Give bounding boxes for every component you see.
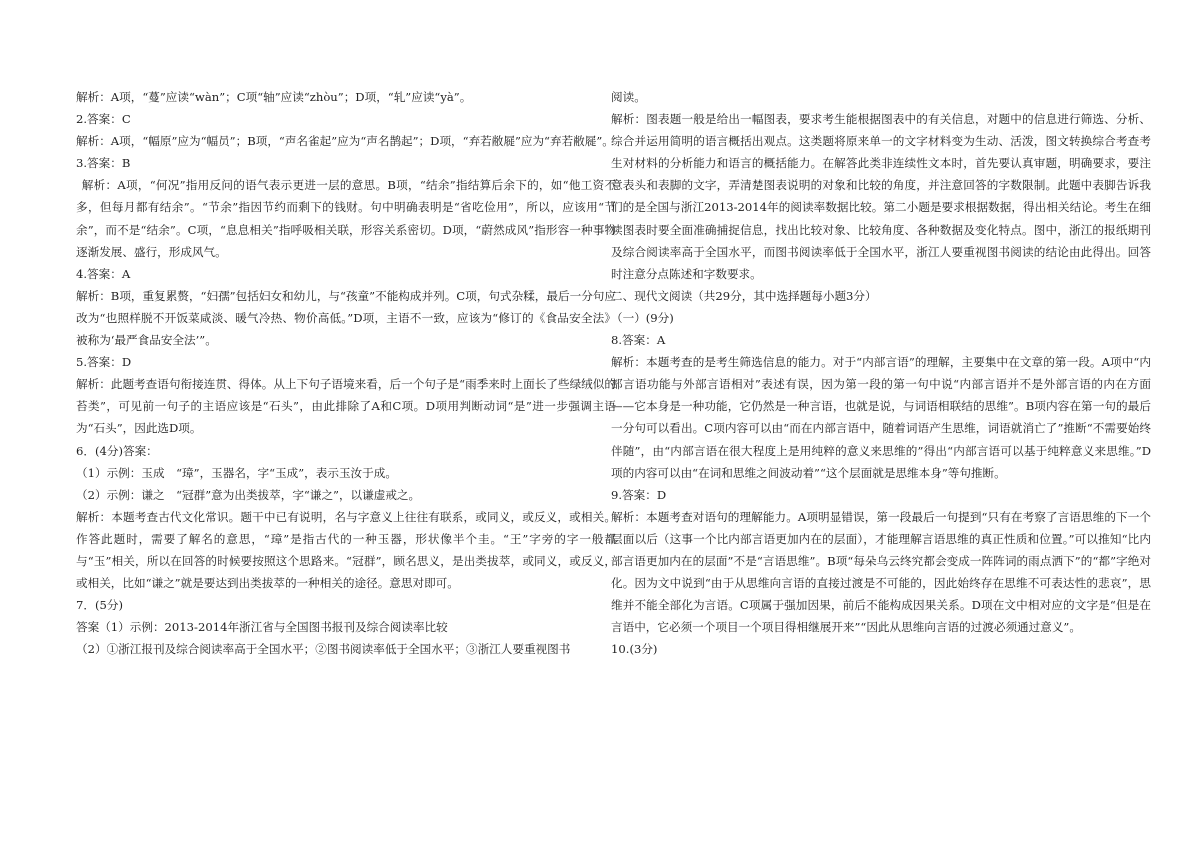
paragraph: 5.答案：D (76, 355, 132, 370)
paragraph: 9.答案：D (611, 487, 667, 502)
paragraph: 解析：本题考查的是考生筛选信息的能力。对于“内部言语”的理解，主要集中在文章的第一段。A项中“内部言语功能与外部言语相对”表述有误，因为第一段的第一句中说“内部言语并不是外部言语的内在方面——它本身是一种功能，它仍然是一种言语，也就是说，与词语相联结的思维”。B项内容在第一句的最后一分句可以看出。C项内容可以由“而在内部言语中，随着词语产生思维，词语就消亡了”推断“不需要始终伴随”，由“内部言语在很大程度上是用纯粹的意义来思维的”得出“内部言语可以基于纯粹意义来思维。”D项的内容可以由“在词和思维之间波动着”“这个层面就是思维本身”等句推断。 (611, 355, 1151, 480)
paragraph: 解析：本题考查古代文化常识。题干中已有说明，名与字意义上往往有联系，或同义，或反义，或相关。作答此题时，需要了解名的意思，“璋”是指古代的一种玉器，形状像半个圭。“王”字旁的字一般都与“玉”相关，所以在回答的时候要按照这个思路来。“冠群”，顾名思义，是出类拔萃，或同义，或反义，或相关，比如“谦之”就是要达到出类拔萃的一种相关的途径。意思对即可。 (76, 509, 616, 591)
paragraph: （2）①浙江报刊及综合阅读率高于全国水平；②图书阅读率低于全国水平；③浙江人要重视图书 (76, 642, 571, 657)
subsection-heading: （一）(9分) (611, 310, 674, 325)
paragraph: （2）示例：谦之 “冠群”意为出类拔萃，字“谦之”，以谦虚戒之。 (76, 487, 421, 502)
paragraph: 解析：此题考查语句衔接连贯、得体。从上下句子语境来看，后一个句子是“雨季来时上面长了些绿绒似的苔类”，可见前一句子的主语应该是“石头”，由此排除了A和C项。D项用判断动词“是”进一步强调主语为“石头”，因此选D项。 (76, 377, 616, 436)
paragraph: 解析：A项，“何况”指用反问的语气表示更进一层的意思。B项，“结余”指结算后余下的，如“他工资不多，但每月都有结余”。“节余”指因节约而剩下的钱财。句中明确表明是“省吃俭用”，所以，应该用“节余”，而不是“结余”。C项，“息息相关”指呼吸相关联，形容关系密切。D项，“蔚然成风”指形容一种事物逐渐发展、盛行，形成风气。 (76, 178, 616, 259)
left-column (76, 86, 616, 660)
paragraph: 7．(5分) (76, 598, 123, 613)
paragraph: 答案（1）示例：2013-2014年浙江省与全国图书报刊及综合阅读率比较 (76, 620, 448, 635)
paragraph: 解析：图表题一般是给出一幅图表，要求考生能根据图表中的有关信息，对题中的信息进行筛选、分析、综合并运用简明的语言概括出观点。这类题将原来单一的文字材料变为生动、活泼，图文转换综合考查考生对材料的分析能力和语言的概括能力。在解答此类非连续性文本时，首先要认真审题，明确要求，要注意表头和表脚的文字，弄清楚图表说明的对象和比较的角度，并注意回答的字数限制。此题中表脚告诉我们的是全国与浙江2013-2014年的阅读率数据比较。第二小题是要求根据数据，得出相关结论。考生在细读图表时要全面准确捕捉信息，找出比较对象、比较角度、各种数据及变化特点。图中，浙江的报纸期刊及综合阅读率高于全国水平，而图书阅读率低于全国水平，浙江人要重视图书阅读的结论由此得出。回答时注意分点陈述和字数要求。 (611, 112, 1151, 281)
paragraph: 2.答案：C (76, 112, 131, 127)
paragraph: 3.答案：B (76, 156, 131, 171)
paragraph: 阅读。 (611, 90, 646, 104)
right-column (611, 86, 1151, 660)
paragraph: 解析：A项，“幅原”应为“幅员”；B项，“声名雀起”应为“声名鹊起”；D项，“弃若敝屣”应为“弃若敝屣”。 (76, 134, 614, 149)
paragraph: 4.答案：A (76, 266, 131, 281)
paragraph: 解析：本题考查对语句的理解能力。A项明显错误，第一段最后一句提到“只有在考察了言语思维的下一个层面以后（这事一个比内部言语更加内在的层面），才能理解言语思维的真正性质和位置。”可以推知“比内部言语更加内在的层面”不是“言语思维”。B项“每朵乌云终究都会变成一阵阵词的雨点洒下”的“都”字绝对化。因为文中说到“由于从思维向言语的直接过渡是不可能的，因此始终存在思维不可表达性的悲哀”，思维并不能全部化为言语。C项属于强加因果，前后不能构成因果关系。D项在文中相对应的文字是“但是在言语中，它必须一个项目一个项目得相继展开来”“因此从思维向言语的过渡必须通过意义”。 (611, 509, 1151, 635)
paragraph: 6．(4分)答案： (76, 443, 158, 458)
section-heading: 二、现代文阅读（共29分，其中选择题每小题3分） (611, 288, 877, 303)
paragraph: 解析：A项，“蔓”应读“wàn”；C项“轴”应读“zhòu”；D项，“轧”应读“yà”。 (76, 90, 472, 104)
paragraph: 8.答案：A (611, 333, 666, 348)
paragraph: （1）示例：玉成 “璋”，玉器名，字“玉成”，表示玉汝于成。 (76, 465, 397, 480)
paragraph: 10.(3分) (611, 642, 658, 657)
paragraph: 解析：B项，重复累赘，“妇孺”包括妇女和幼儿，与“孩童”不能构成并列。C项，句式杂糅，最后一分句应改为“也照样脱不开饭菜咸淡、暖气冷热、物价高低。”D项，主语不一致，应该为“修订的《食品安全法》被称为‘最严食品安全法’”。 (76, 288, 616, 348)
